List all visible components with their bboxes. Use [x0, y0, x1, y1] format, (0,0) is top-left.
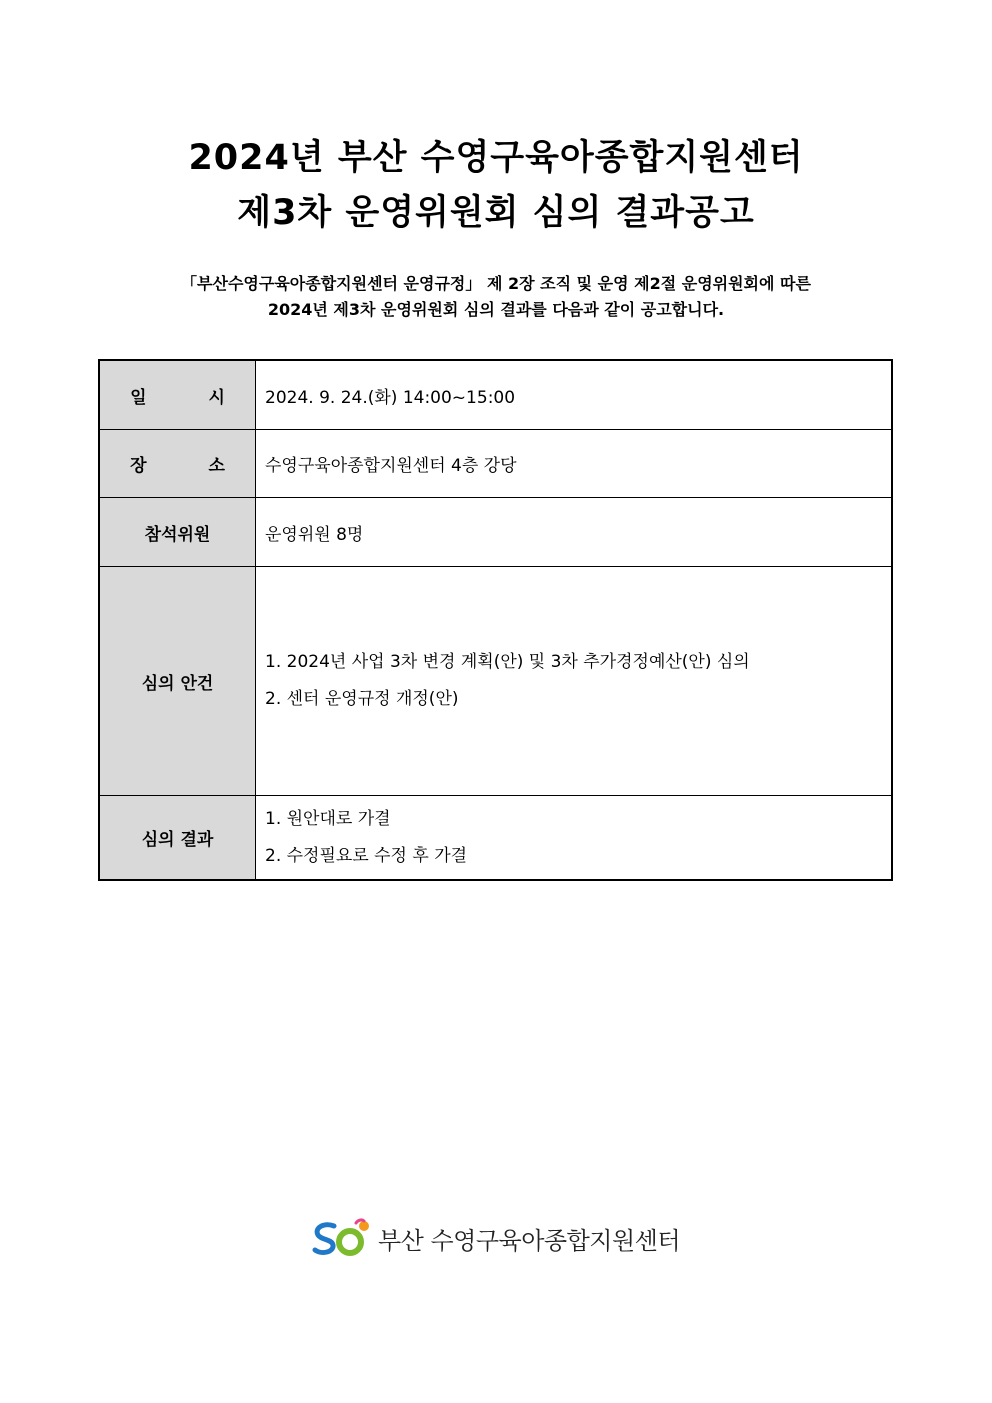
place-label-cell: [99, 430, 256, 498]
agenda-value-cell: [256, 567, 893, 796]
intro-line-1: 「부산수영구육아종합지원센터 운영규정」 제 2장 조직 및 운영 제2절 운영위원회에 따른: [181, 274, 811, 293]
table-row-date: [99, 360, 892, 430]
notice-table: [98, 359, 893, 881]
title-line-1: 2024년 부산 수영구육아종합지원센터: [188, 138, 804, 178]
table-row-result: [99, 796, 892, 881]
date-value-cell: [256, 360, 893, 430]
organization-logo-icon: [312, 1218, 374, 1258]
result-value-cell: [256, 796, 893, 881]
agenda-label: 심의 안건: [141, 673, 214, 694]
result-label: 심의 결과: [141, 830, 214, 850]
agenda-item: 1. 2024년 사업 3차 변경 계획(안) 및 3차 추가경정예산(안) 심의: [265, 652, 750, 672]
logo-o-ring: [339, 1231, 361, 1253]
date-value: 2024. 9. 24.(화) 14:00~15:00: [265, 387, 516, 408]
attendees-value-cell: [256, 498, 893, 567]
table-row-place: [99, 430, 892, 498]
table-row-agenda: [99, 567, 892, 796]
logo-s-stroke: [315, 1225, 334, 1253]
attendees-label: 참석위원: [144, 524, 211, 545]
attendees-value: 운영위원 8명: [265, 524, 364, 545]
date-label-cell: [99, 360, 256, 430]
result-item: 2. 수정필요로 수정 후 가결: [265, 845, 468, 866]
footer-organization: [312, 1218, 680, 1258]
date-label: 일 시: [130, 387, 253, 408]
table-row-attendees: [99, 498, 892, 567]
place-label: 장 소: [130, 456, 253, 476]
title-line-2: 제3차 운영위원회 심의 결과공고: [237, 193, 755, 233]
place-value-cell: [256, 430, 893, 498]
attendees-label-cell: [99, 498, 256, 567]
place-value: 수영구육아종합지원센터 4층 강당: [265, 456, 517, 476]
result-label-cell: [99, 796, 256, 881]
result-item: 1. 원안대로 가결: [265, 808, 391, 829]
intro-line-2: 2024년 제3차 운영위원회 심의 결과를 다음과 같이 공고합니다.: [267, 300, 725, 319]
agenda-item: 2. 센터 운영규정 개정(안): [265, 689, 459, 709]
organization-name: 부산 수영구육아종합지원센터: [378, 1226, 681, 1255]
agenda-label-cell: [99, 567, 256, 796]
